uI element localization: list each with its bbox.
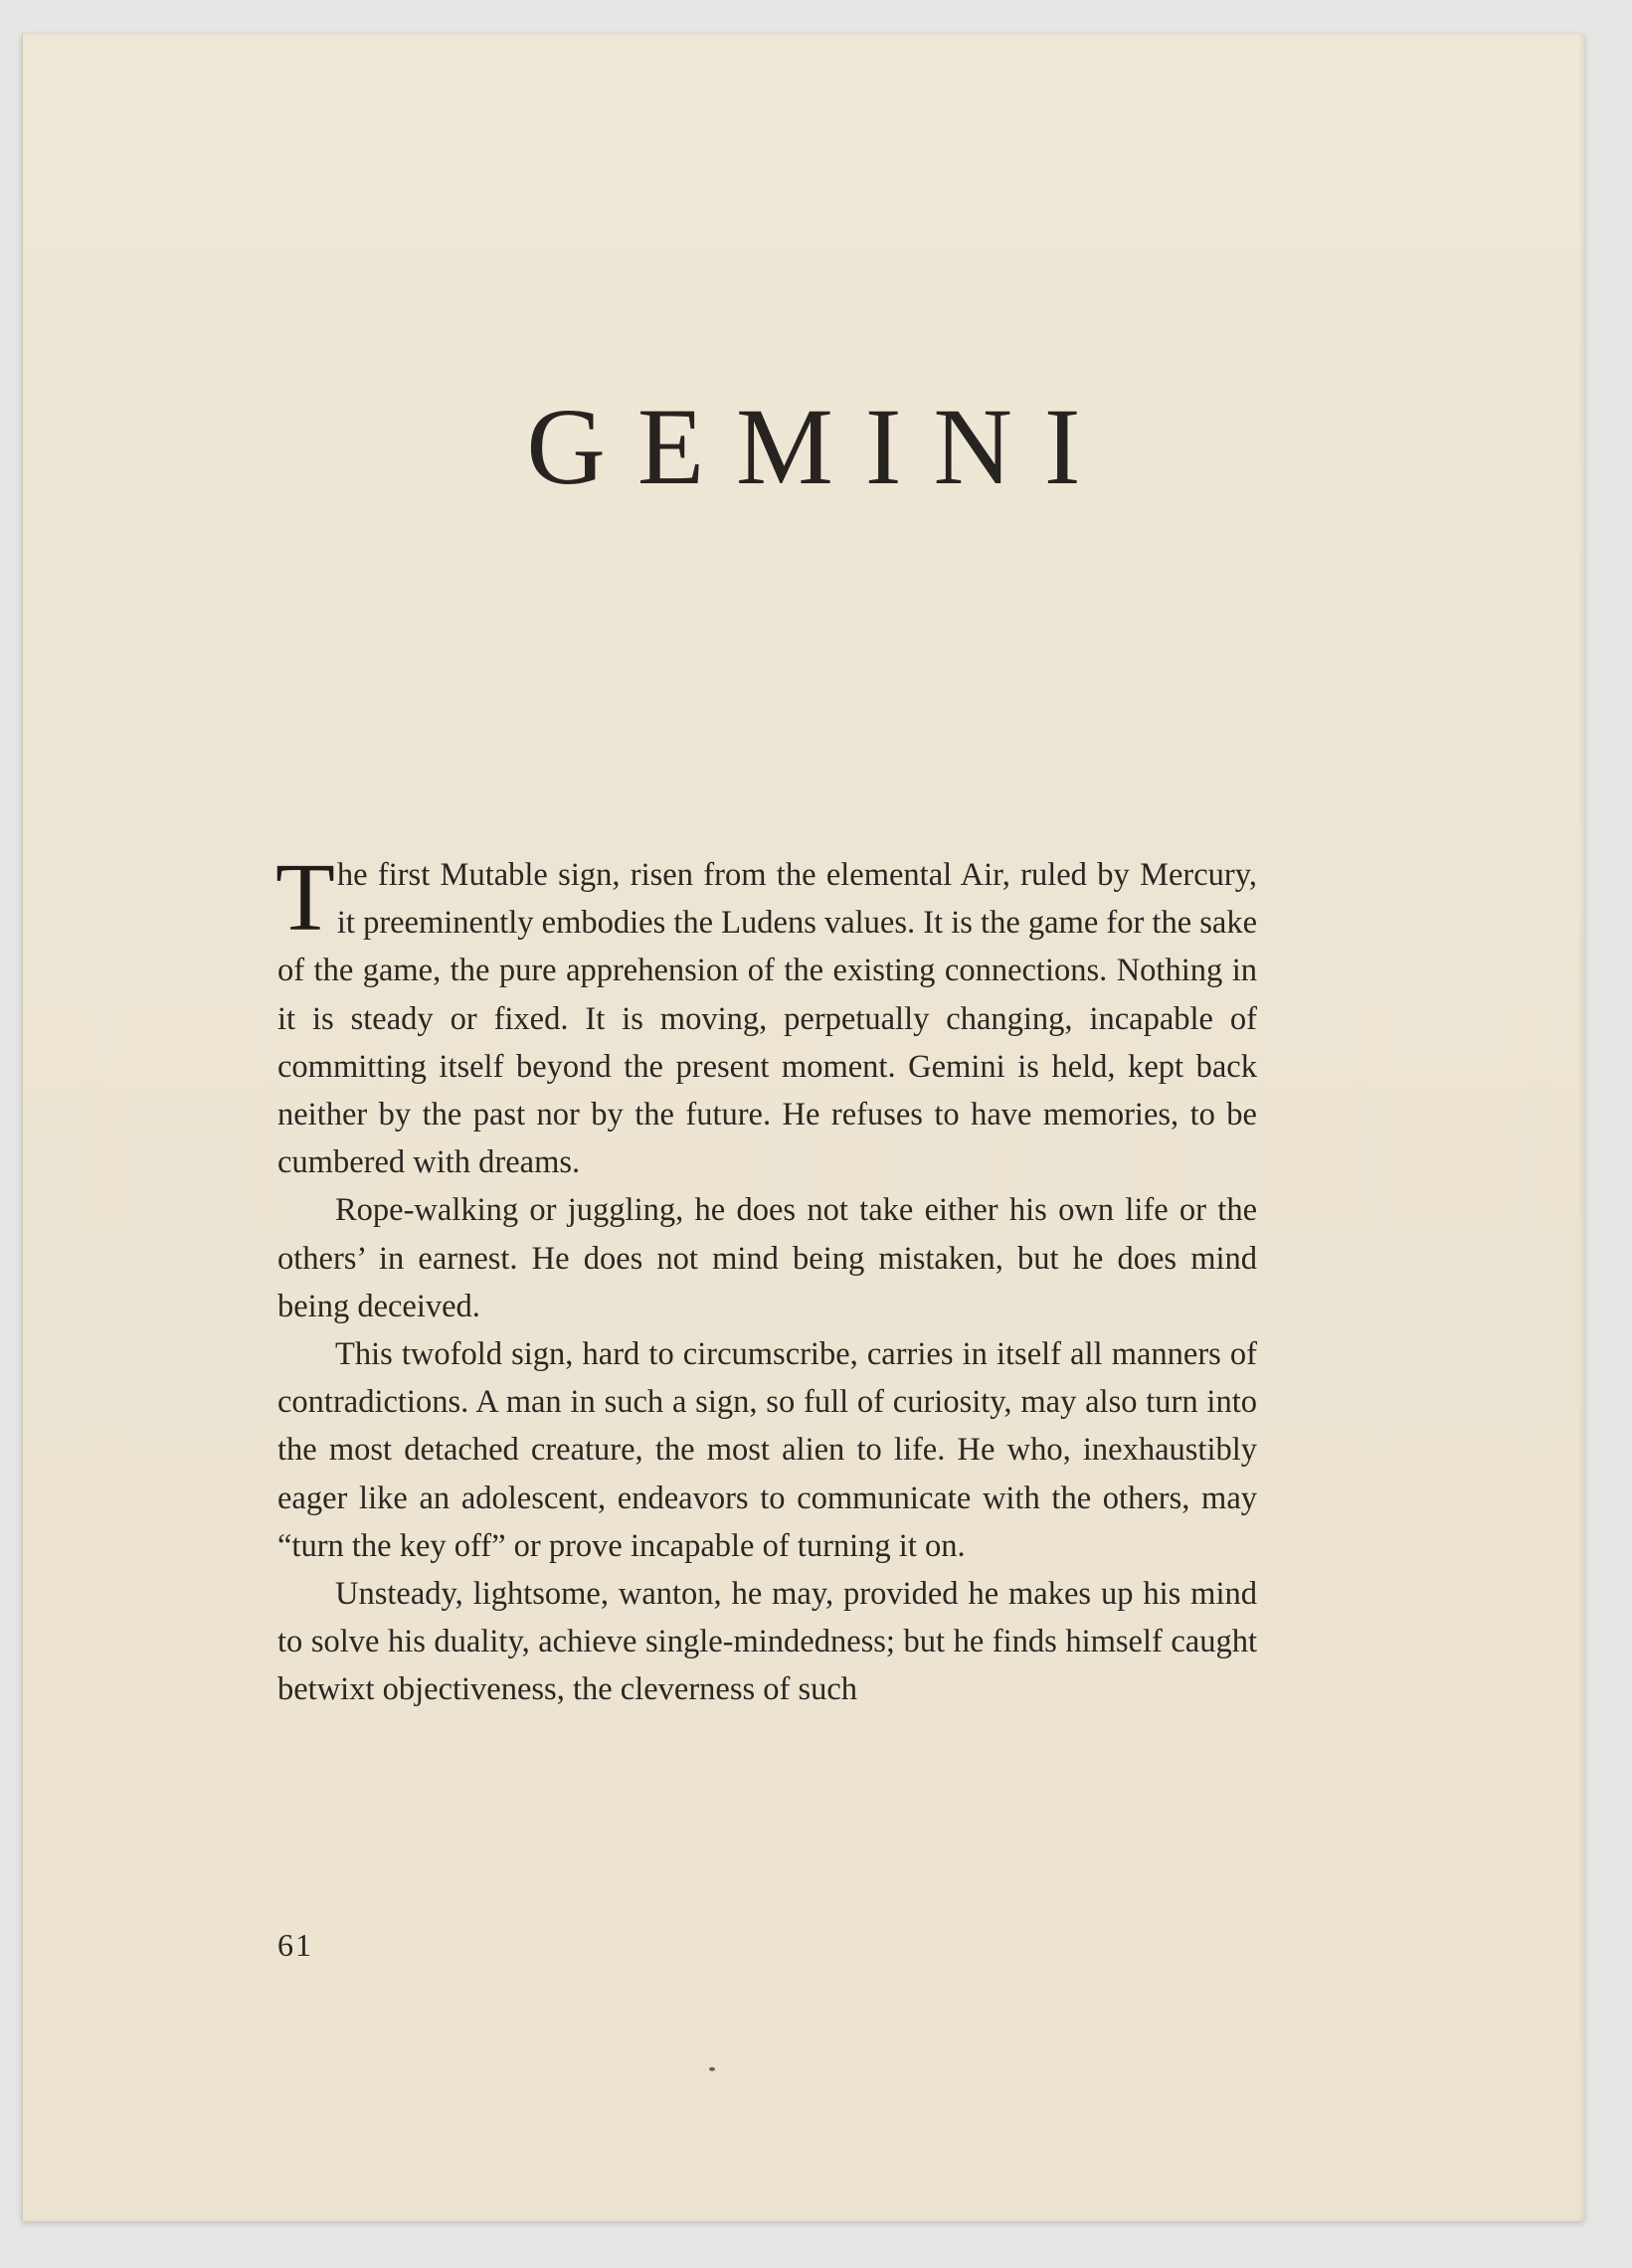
page-number: 61 (277, 1927, 313, 1963)
paragraph-4: Unsteady, lightsome, wanton, he may, provided he makes up his mind to solve his duality, achieve single-mindedness; but he finds himself caught betwixt objectiveness, the cleverness of such (277, 1576, 1257, 1708)
paragraph-1 (275, 844, 1257, 1186)
book-page (22, 34, 1584, 2221)
paper-speck (709, 2067, 715, 2071)
drop-cap: T (275, 844, 335, 952)
paragraph-1-text: he first Mutable sign, risen from the elemental Air, ruled by Mercury, it preeminently embodies the Ludens values. It is the game for the sake of the game, the pure apprehension of the existing connections. Nothing in it is steady or fixed. It is moving, perpetually changing, incapable of committing itself beyond the present moment. Gemini is held, kept back neither by the past nor by the future. He refuses to have memories, to be cumbered with dreams. (277, 857, 1257, 1181)
paragraph-2: Rope-walking or juggling, he does not take either his own life or the others’ in earnest. He does not mind being mistaken, but he does mind being deceived. (277, 1192, 1257, 1324)
paragraph-3: This twofold sign, hard to circumscribe, carries in itself all manners of contradictions. A man in such a sign, so full of curiosity, may also turn into the most detached creature, the most alien to life. He who, inexhaustibly eager like an adolescent, endeavors to communicate with the others, may “turn the key off” or prove incapable of turning it on. (277, 1336, 1257, 1564)
page-title: GEMINI (526, 386, 1113, 507)
body-text (275, 844, 1257, 1714)
